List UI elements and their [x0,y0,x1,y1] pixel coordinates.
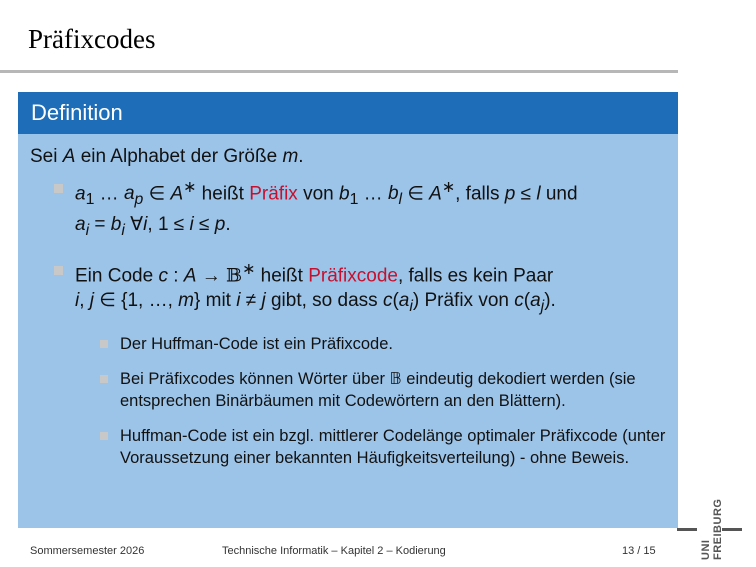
title-divider [0,70,678,73]
sub-list-item: Huffman-Code ist ein bzgl. mittlerer Codelänge optimaler Präfixcode (unter Voraussetzung einer bekannten Häufigkeitsverteilung) - ohne Beweis. [30,425,666,469]
footer-semester: Sommersemester 2026 [30,545,145,557]
svg-text:FREIBURG [712,499,724,560]
list-item-praefixcode: Ein Code c : A → 𝔹∗ heißt Präfixcode, falls es kein Paar i, j ∈ {1, …, m} mit i ≠ j gibt, so dass $c(a_i)$ Präfix von $c(a_j)$. Der Huffman-Code ist ein Präfixcode. Bei Präfixcodes können Wörter über 𝔹 eindeutig dekodiert werden (sie entsprechen Binärbäumen mit Codewörtern an den Blättern). Huffman-Code ist ein bzgl. mittlerer Codelänge optimaler Präfixcode (unter Voraussetzung einer bekannten Häufigkeitsverteilung) - ohne Beweis. [30,257,666,469]
footer-course: Technische Informatik – Kapitel 2 – Kodierung [222,545,446,557]
sub-list [30,333,666,469]
list-item-praefix: $a_1$ … $a_p$ ∈ A∗ heißt Präfix von $b_1$ … $b_l$ ∈ A∗, falls p ≤ l und $a_i = b_i$ ∀i, 1 ≤ i ≤ p. [30,175,666,243]
logo-line-freiburg: FREIBURG [712,498,724,560]
bullet-square-icon [54,184,63,193]
definition-block [18,92,678,528]
logo-dash-right [722,528,742,531]
bullet-square-icon [100,340,108,348]
term-praefix: Präfix [249,183,298,205]
sub-list-item: Der Huffman-Code ist ein Präfixcode. [30,333,666,355]
logo-dash-left [677,528,697,531]
footer-page-number: 13 / 15 [622,545,656,557]
sub-list-item: Bei Präfixcodes können Wörter über 𝔹 eindeutig dekodiert werden (sie entsprechen Binärbäumen mit Codewörtern an den Blättern). [30,368,666,412]
bullet-square-icon [100,375,108,383]
definition-intro: Sei A ein Alphabet der Größe m. [30,146,304,167]
term-praefixcode: Präfixcode [308,265,398,287]
bullet-square-icon [100,432,108,440]
definition-body [18,134,678,469]
definition-list [30,175,666,469]
slide-title: Präfixcodes [28,24,156,54]
bullet-square-icon [54,266,63,275]
uni-freiburg-logo-icon [698,480,724,565]
definition-header: Definition [18,92,678,134]
logo-line-uni: UNI [700,539,712,560]
svg-text:UNI [700,540,712,560]
